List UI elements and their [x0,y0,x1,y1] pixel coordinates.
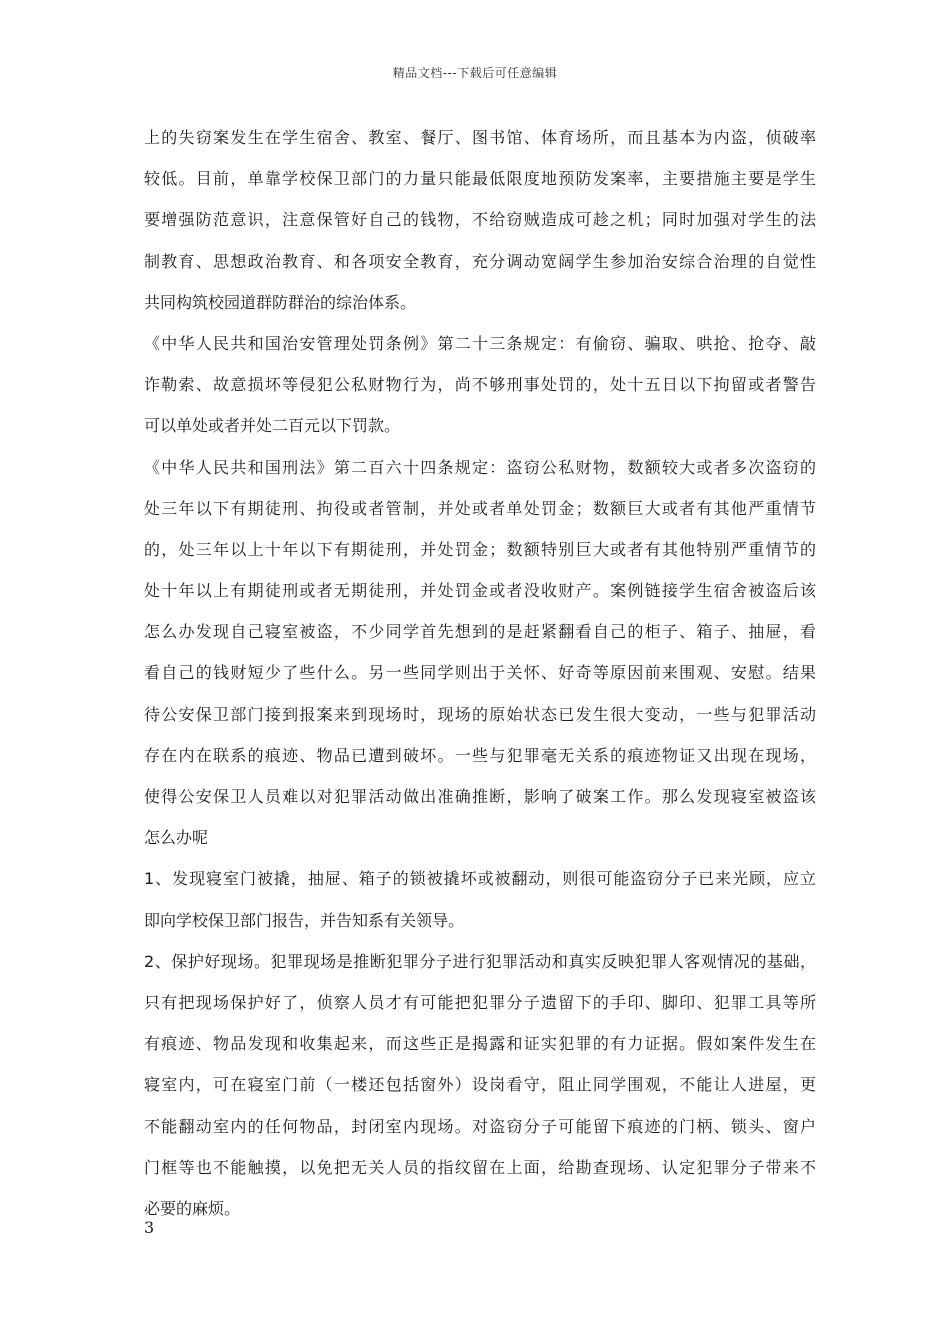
text-line: 处三年以下有期徒刑、拘役或者管制，并处或者单处罚金；数额巨大或者有其他严重情节 [144,498,816,518]
text-line: 门框等也不能触摸，以免把无关人员的指纹留在上面，给勘查现场、认定犯罪分子带来不 [144,1157,816,1177]
text-line: 要增强防范意识，注意保管好自己的钱物，不给窃贼造成可趁之机；同时加强对学生的法 [144,210,816,230]
text-line: 必要的麻烦。 [144,1198,241,1218]
text-line: 诈勒索、故意损坏等侵犯公私财物行为，尚不够刑事处罚的，处十五日以下拘留或者警告 [144,375,816,395]
text-line: 怎么办发现自己寝室被盗，不少同学首先想到的是赶紧翻看自己的柜子、箱子、抽屉，看 [144,622,816,642]
text-line: 的，处三年以上十年以下有期徒刑，并处罚金；数额特别巨大或者有其他特别严重情节的 [144,539,816,559]
text-line: 可以单处或者并处二百元以下罚款。 [144,416,401,436]
text-line: 2、保护好现场。犯罪现场是推断犯罪分子进行犯罪活动和真实反映犯罪人客观情况的基础， [144,951,816,971]
text-line: 寝室内，可在寝室门前（一楼还包括窗外）设岗看守，阻止同学围观，不能让人进屋，更 [144,1075,816,1095]
text-line: 较低。目前，单靠学校保卫部门的力量只能最低限度地预防发案率，主要措施主要是学生 [144,169,816,189]
body-text [144,117,816,1229]
text-line: 《中华人民共和国治安管理处罚条例》第二十三条规定：有偷窃、骗取、哄抢、抢夺、敲 [144,333,816,353]
page-header: 精品文档---下载后可任意编辑 [392,66,558,80]
page-number: 3 [144,1218,155,1237]
text-line: 即向学校保卫部门报告，并告知系有关领导。 [144,910,465,930]
text-line: 有痕迹、物品发现和收集起来，而这些正是揭露和证实犯罪的有力证据。假如案件发生在 [144,1034,816,1054]
text-line: 处十年以上有期徒刑或者无期徒刑，并处罚金或者没收财产。案例链接学生宿舍被盗后该 [144,581,816,601]
text-line: 怎么办呢 [144,828,209,848]
text-line: 看自己的钱财短少了些什么。另一些同学则出于关怀、好奇等原因前来围观、安慰。结果 [144,663,816,683]
text-line: 上的失窃案发生在学生宿舍、教室、餐厅、图书馆、体育场所，而且基本为内盗，侦破率 [144,128,816,147]
text-line: 待公安保卫部门接到报案来到现场时，现场的原始状态已发生很大变动，一些与犯罪活动 [144,704,816,724]
text-line: 1、发现寝室门被撬，抽屉、箱子的锁被撬坏或被翻动，则很可能盗窃分子已来光顾，应立 [144,869,816,889]
text-line: 存在内在联系的痕迹、物品已遭到破坏。一些与犯罪毫无关系的痕迹物证又出现在现场， [144,745,816,765]
text-line: 共同构筑校园道群防群治的综治体系。 [144,292,417,312]
text-line: 不能翻动室内的任何物品，封闭室内现场。对盗窃分子可能留下痕迹的门柄、锁头、窗户 [144,1116,816,1136]
text-line: 制教育、思想政治教育、和各项安全教育，充分调动宽阔学生参加治安综合治理的自觉性 [144,251,816,271]
text-line: 使得公安保卫人员难以对犯罪活动做出准确推断，影响了破案工作。那么发现寝室被盗该 [144,787,816,806]
text-line: 《中华人民共和国刑法》第二百六十四条规定：盗窃公私财物，数额较大或者多次盗窃的 [144,457,816,477]
text-line: 只有把现场保护好了，侦察人员才有可能把犯罪分子遗留下的手印、脚印、犯罪工具等所 [144,992,816,1012]
